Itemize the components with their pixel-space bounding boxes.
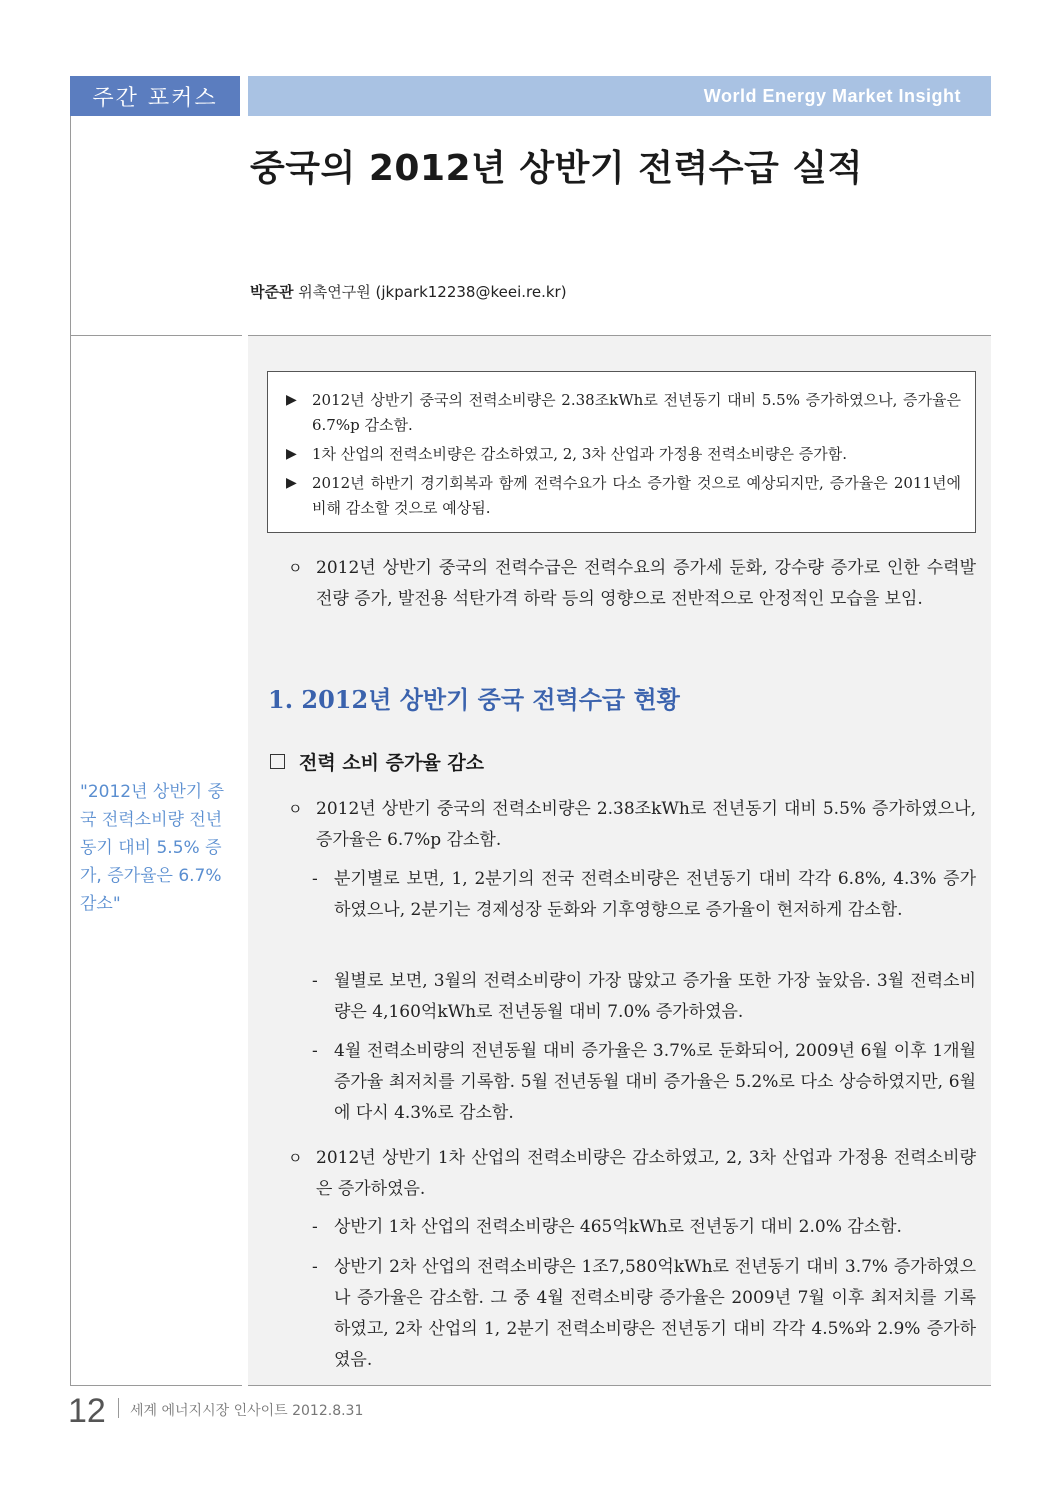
dash-bullet: -: [312, 1217, 318, 1237]
divider-line: [248, 1385, 991, 1386]
dash-bullet: -: [312, 869, 318, 889]
sub-item-text: 분기별로 보면, 1, 2분기의 전국 전력소비량은 전년동기 대비 각각 6.8%, 4.3% 증가하였으나, 2분기는 경제성장 둔화와 기후영향으로 증가율이 현저하게 감소함.: [334, 869, 976, 920]
divider-line: [70, 335, 242, 336]
circle-bullet-icon: ㅇ: [288, 1149, 303, 1167]
author-line: [250, 281, 567, 302]
sub-item: [312, 1212, 976, 1243]
dash-bullet: -: [312, 971, 318, 991]
intro-paragraph: [288, 553, 976, 615]
footer-separator: [118, 1398, 119, 1418]
author-role: 위촉연구원 (jkpark12238@keei.re.kr): [298, 283, 567, 301]
sub-item: [312, 966, 976, 1028]
triangle-bullet-icon: ▶: [286, 392, 297, 408]
sub-item-text: 상반기 2차 산업의 전력소비량은 1조7,580억kWh로 전년동기 대비 3.7% 증가하였으나 증가율은 감소함. 그 중 4월 전력소비량 증가율은 2009년 7월 이후 최저치를 기록하였고, 2차 산업의 1, 2분기 전력소비량은 전년동기 대비 각각 4.5%와 2.9% 증가하였음.: [334, 1257, 976, 1370]
dash-bullet: -: [312, 1041, 318, 1061]
section-heading: 1. 2012년 상반기 중국 전력수급 현황: [268, 685, 680, 714]
page-number: 12: [68, 1392, 106, 1430]
sub-item-text: 월별로 보면, 3월의 전력소비량이 가장 많았고 증가율 또한 가장 높았음. 3월 전력소비량은 4,160억kWh로 전년동월 대비 7.0% 증가하였음.: [334, 971, 976, 1022]
paragraph-text: 2012년 상반기 중국의 전력수급은 전력수요의 증가세 둔화, 강수량 증가로 인한 수력발전량 증가, 발전용 석탄가격 하락 등의 영향으로 전반적으로 안정적인 모습을 보임.: [316, 558, 976, 609]
sub-item-text: 4월 전력소비량의 전년동월 대비 증가율은 3.7%로 둔화되어, 2009년 6월 이후 1개월 증가율 최저치를 기록함. 5월 전년동월 대비 증가율은 5.2%로 다소 상승하였지만, 6월에 다시 4.3%로 감소함.: [334, 1041, 976, 1123]
body-paragraph: [288, 794, 976, 856]
sub-item: [312, 1252, 976, 1376]
summary-text: 2012년 하반기 경기회복과 함께 전력수요가 다소 증가할 것으로 예상되지만, 증가율은 2011년에 비해 감소할 것으로 예상됨.: [312, 474, 961, 517]
summary-item: [286, 471, 961, 521]
summary-item: [286, 442, 961, 467]
left-margin-rule: [70, 116, 71, 1386]
sub-item-text: 상반기 1차 산업의 전력소비량은 465억kWh로 전년동기 대비 2.0% 감소함.: [334, 1217, 902, 1237]
triangle-bullet-icon: ▶: [286, 475, 297, 491]
series-banner: World Energy Market Insight: [248, 76, 991, 116]
summary-text: 1차 산업의 전력소비량은 감소하였고, 2, 3차 산업과 가정용 전력소비량은 증가함.: [312, 445, 848, 463]
paragraph-text: 2012년 상반기 중국의 전력소비량은 2.38조kWh로 전년동기 대비 5.5% 증가하였으나, 증가율은 6.7%p 감소함.: [316, 799, 976, 850]
publication-footer: 세계 에너지시장 인사이트 2012.8.31: [130, 1403, 364, 1419]
triangle-bullet-icon: ▶: [286, 446, 297, 462]
article-title: 중국의 2012년 상반기 전력수급 실적: [250, 148, 863, 189]
divider-line: [70, 1385, 242, 1386]
summary-item: [286, 388, 961, 438]
circle-bullet-icon: ㅇ: [288, 559, 303, 577]
summary-text: 2012년 상반기 중국의 전력소비량은 2.38조kWh로 전년동기 대비 5.5% 증가하였으나, 증가율은 6.7%p 감소함.: [312, 391, 961, 434]
section-tab: 주간 포커스: [70, 76, 240, 116]
paragraph-text: 2012년 상반기 1차 산업의 전력소비량은 감소하였고, 2, 3차 산업과 가정용 전력소비량은 증가하였음.: [316, 1148, 976, 1199]
subheading: [270, 748, 484, 775]
dash-bullet: -: [312, 1257, 318, 1277]
circle-bullet-icon: ㅇ: [288, 800, 303, 818]
body-paragraph: [288, 1143, 976, 1205]
sub-item: [312, 1036, 976, 1129]
checkbox-square-icon: [270, 754, 285, 769]
sub-item: [312, 864, 976, 926]
summary-box: [267, 371, 976, 533]
author-name: 박준관: [250, 283, 294, 301]
pull-quote: "2012년 상반기 중국 전력소비량 전년동기 대비 5.5% 증가, 증가율은 6.7% 감소": [80, 782, 225, 914]
subheading-text: 전력 소비 증가율 감소: [299, 752, 485, 774]
